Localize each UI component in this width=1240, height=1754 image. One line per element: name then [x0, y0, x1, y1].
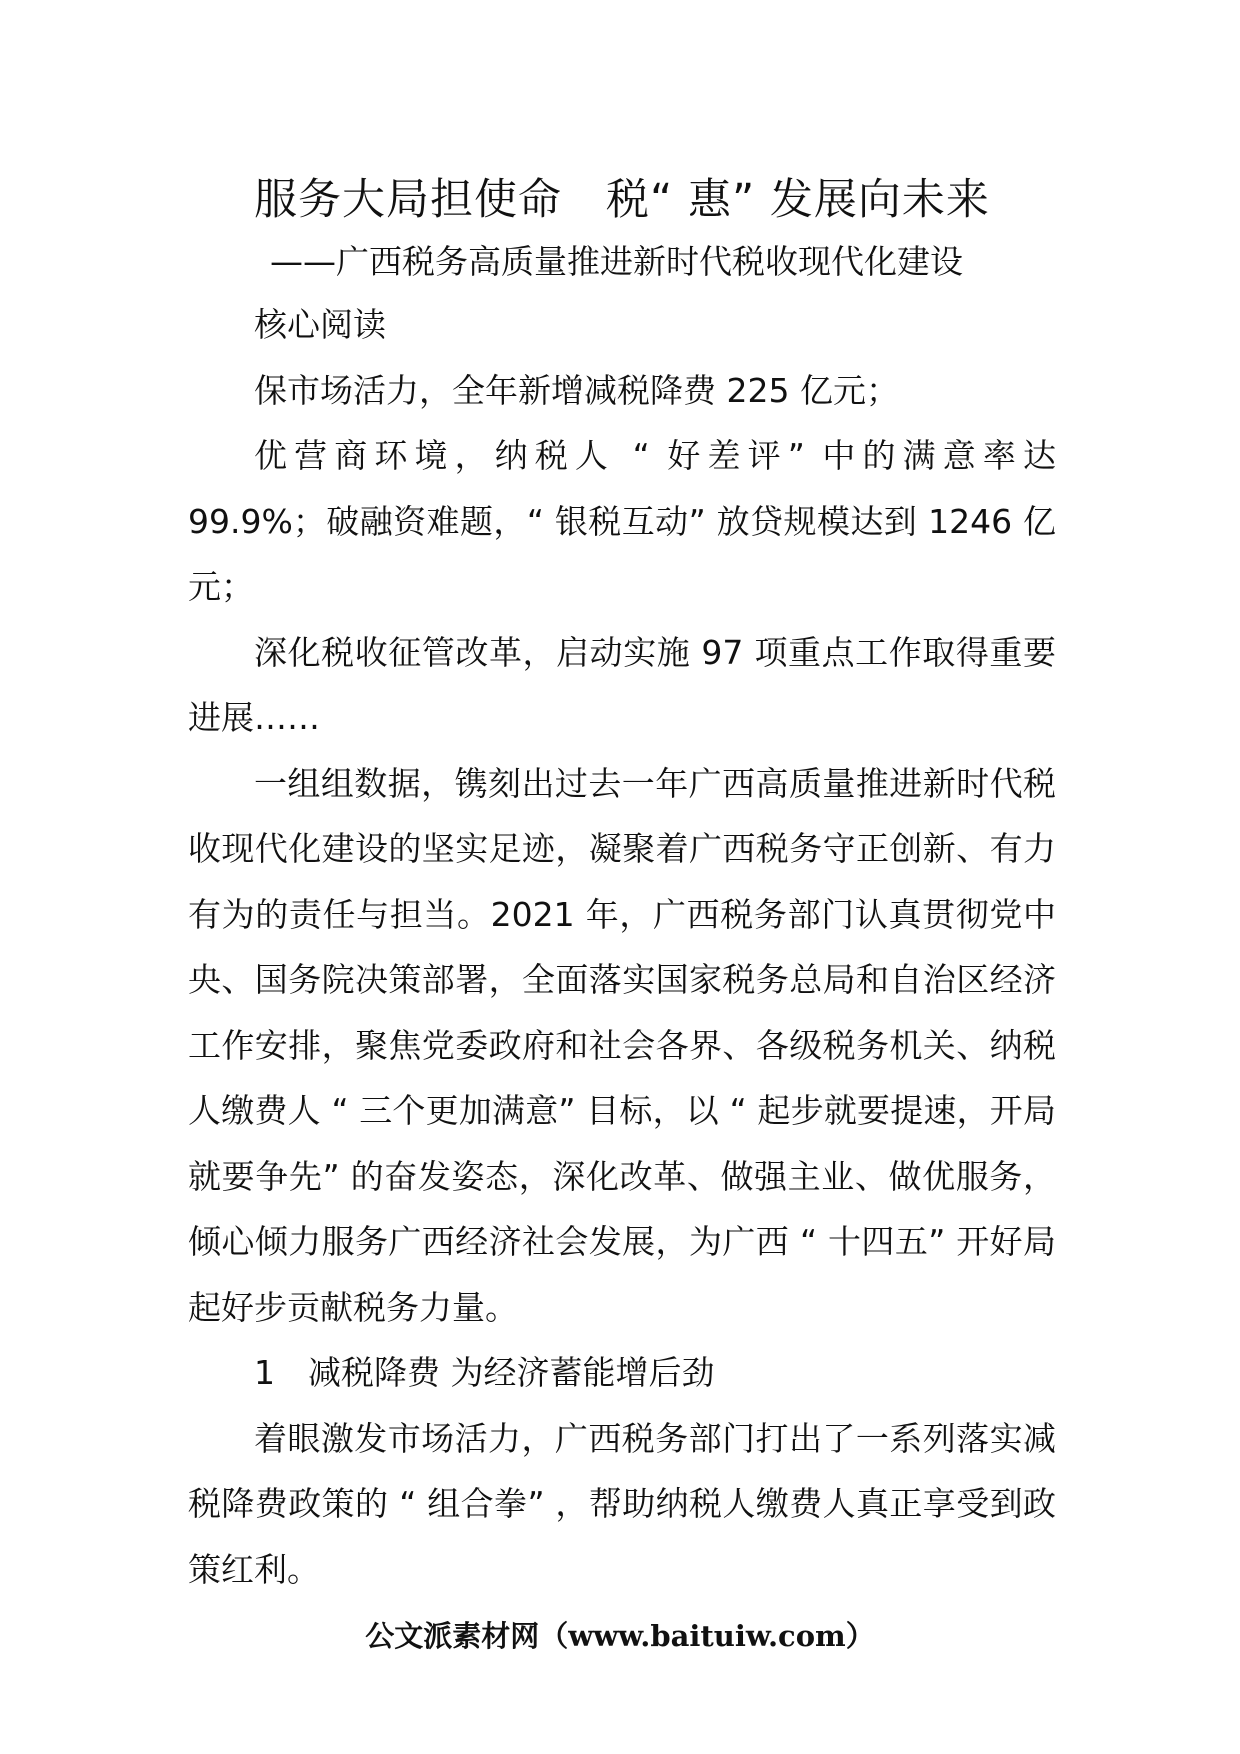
document-body — [188, 168, 1056, 1602]
section-label-core-reading: 核心阅读 — [254, 305, 386, 344]
paragraph-tax-cuts: 着眼激发市场活力，广西税务部门打出了一系列落实减税降费政策的 “ 组合拳” ，帮助纳税人缴费人真正享受到政策红利。 — [188, 1418, 1056, 1589]
section-heading-1: 1 减税降费 为经济蓄能增后劲 — [254, 1353, 715, 1392]
document-subtitle: ——广西税务高质量推进新时代税收现代化建设 — [270, 242, 963, 281]
footer-watermark: 公文派素材网（www.baituiw.com） — [365, 1619, 875, 1653]
paragraph-business-environment: 优营商环境，纳税人 “ 好差评” 中的满意率达 99.9%；破融资难题，“ 银税互动” 放贷规模达到 1246 亿元； — [188, 436, 1056, 606]
paragraph-overview: 一组组数据，镌刻出过去一年广西高质量推进新时代税收现代化建设的坚实足迹，凝聚着广西税务守正创新、有力有为的责任与担当。2021 年，广西税务部门认真贯彻党中央、国务院决策部署，全面落实国家税务总局和自治区经济工作安排，聚焦党委政府和社会各界、各级税务机关、纳税人缴费人 “ 三个更加满意” 目标，以 “ 起步就要提速，开局就要争先” 的奋发姿态，深化改革、做强主业、做优服务，倾心倾力服务广西经济社会发展，为广西 “ 十四五” 开好局起好步贡献税务力量。 — [188, 763, 1056, 1327]
paragraph-market-vitality: 保市场活力，全年新增减税降费 225 亿元； — [254, 370, 899, 410]
paragraph-tax-reform: 深化税收征管改革，启动实施 97 项重点工作取得重要进展…… — [188, 632, 1056, 737]
document-title: 服务大局担使命 税“ 惠” 发展向未来 — [254, 175, 990, 225]
